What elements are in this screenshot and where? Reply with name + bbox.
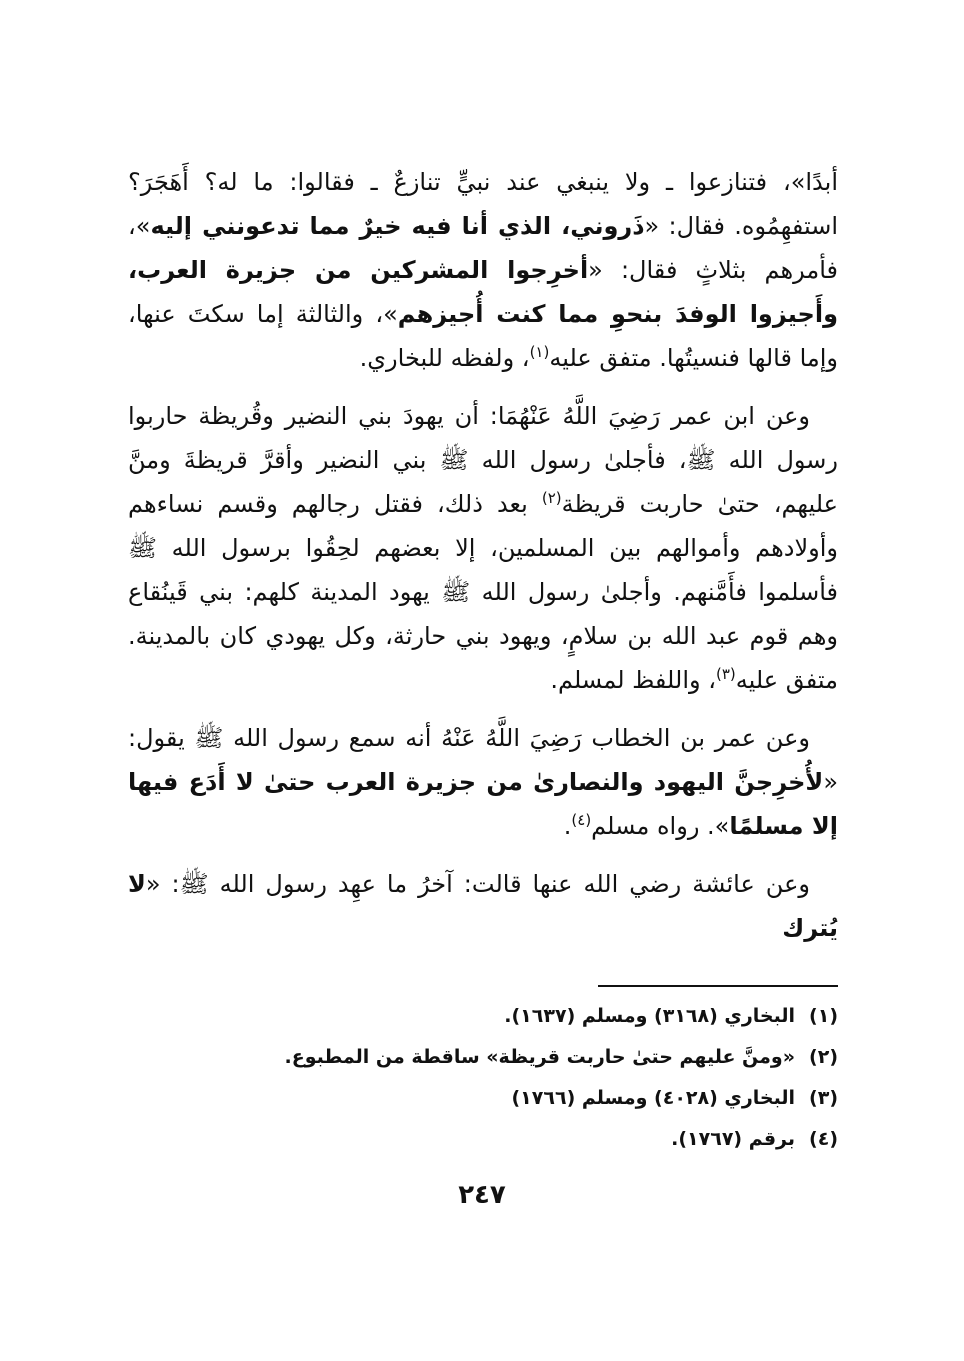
footnote-ref: (١) xyxy=(529,343,550,361)
text-run: أبدًا»، فتنازعوا ـ ولا ينبغي عند نبيٍّ تنازعٌ ـ فقالوا: ما له؟ أَهَجَرَ؟ استفهِمُوه. فقال: « xyxy=(128,168,838,240)
paragraph-3 xyxy=(128,716,838,848)
footnote-text: «ومنَّ عليهم حتىٰ حاربت قريظة» ساقطة من المطبوع. xyxy=(284,1046,796,1068)
text-run: ، واللفظ لمسلم. xyxy=(550,666,716,694)
footnotes xyxy=(128,996,838,1160)
text-run: وعن ابن عمر رَضِيَ اللَّهُ عَنْهُمَا: أن يهودَ بني النضير وقُريظة حاربوا رسول الله ﷺ، فأجلىٰ رسول الله ﷺ بني النضير وأقرَّ قريظةَ ومنَّ عليهم، حتىٰ حاربت قريظة xyxy=(128,402,838,518)
footnote-number: (٤) xyxy=(809,1128,838,1150)
text-run: »، فأمرهم بثلاثٍ فقال: « xyxy=(128,212,838,284)
footnote-text: البخاري (٤٠٢٨) ومسلم (١٧٦٦) xyxy=(511,1087,796,1109)
text-run: ، ولفظه للبخاري. xyxy=(359,344,530,372)
text-run: بعد ذلك، فقتل رجالهم وقسم نساءهم وأولادهم وأموالهم بين المسلمين، إلا بعضهم لحِقُوا برسول الله ﷺ فأسلموا فأَمَّنهم. وأجلىٰ رسول الله ﷺ يهود المدينة كلهم: بني قَينُقاع وهم قوم عبد الله بن سلامٍ، ويهود بني حارثة، وكل يهودي كان بالمدينة. متفق عليه xyxy=(128,490,838,694)
footnote-3 xyxy=(128,1078,838,1119)
text-run: وعن عائشة رضي الله عنها قالت: آخرُ ما عهِد رسول الله ﷺ: « xyxy=(145,870,810,898)
hadith-quote: لا يُترك xyxy=(128,870,838,942)
text-run: . xyxy=(563,812,572,840)
paragraph-4 xyxy=(128,862,838,950)
hadith-quote: أخرِجوا المشركين من جزيرة العرب، وأَجيزوا الوفدَ بنحوِ مما كنت أُجيزهم xyxy=(128,256,839,328)
footnote-number: (٣) xyxy=(809,1087,838,1109)
footnote-ref: (٤) xyxy=(571,811,592,829)
hadith-quote: ذَروني، الذي أنا فيه خيرٌ مما تدعونني إليه xyxy=(150,212,645,240)
page-number: ٢٤٧ xyxy=(458,1180,506,1210)
text-run: »، والثالثة إما سكتَ عنها، وإما قالها فنسيتُها. متفق عليه xyxy=(128,300,838,372)
footnote-text: برقم (١٧٦٧). xyxy=(671,1128,796,1150)
footnote-ref: (٣) xyxy=(715,665,736,683)
main-text xyxy=(128,160,838,964)
footnote-2 xyxy=(128,1037,838,1078)
footnote-number: (٢) xyxy=(809,1046,838,1068)
hadith-quote: لأُخرِجنَّ اليهود والنصارىٰ من جزيرة العرب حتىٰ لا أَدَع فيها إلا مسلمًا xyxy=(128,768,838,840)
paragraph-1 xyxy=(128,160,838,380)
footnote-separator xyxy=(598,985,838,987)
paragraph-2 xyxy=(128,394,838,702)
footnote-number: (١) xyxy=(809,1005,838,1027)
text-run: ». رواه مسلم xyxy=(591,812,730,840)
footnote-text: البخاري (٣١٦٨) ومسلم (١٦٣٧). xyxy=(504,1005,796,1027)
footnote-4 xyxy=(128,1119,838,1160)
text-run: وعن عمر بن الخطاب رَضِيَ اللَّهُ عَنْهُ أنه سمع رسول الله ﷺ يقول: « xyxy=(128,724,838,796)
footnote-1 xyxy=(128,996,838,1037)
footnote-ref: (٢) xyxy=(541,489,562,507)
